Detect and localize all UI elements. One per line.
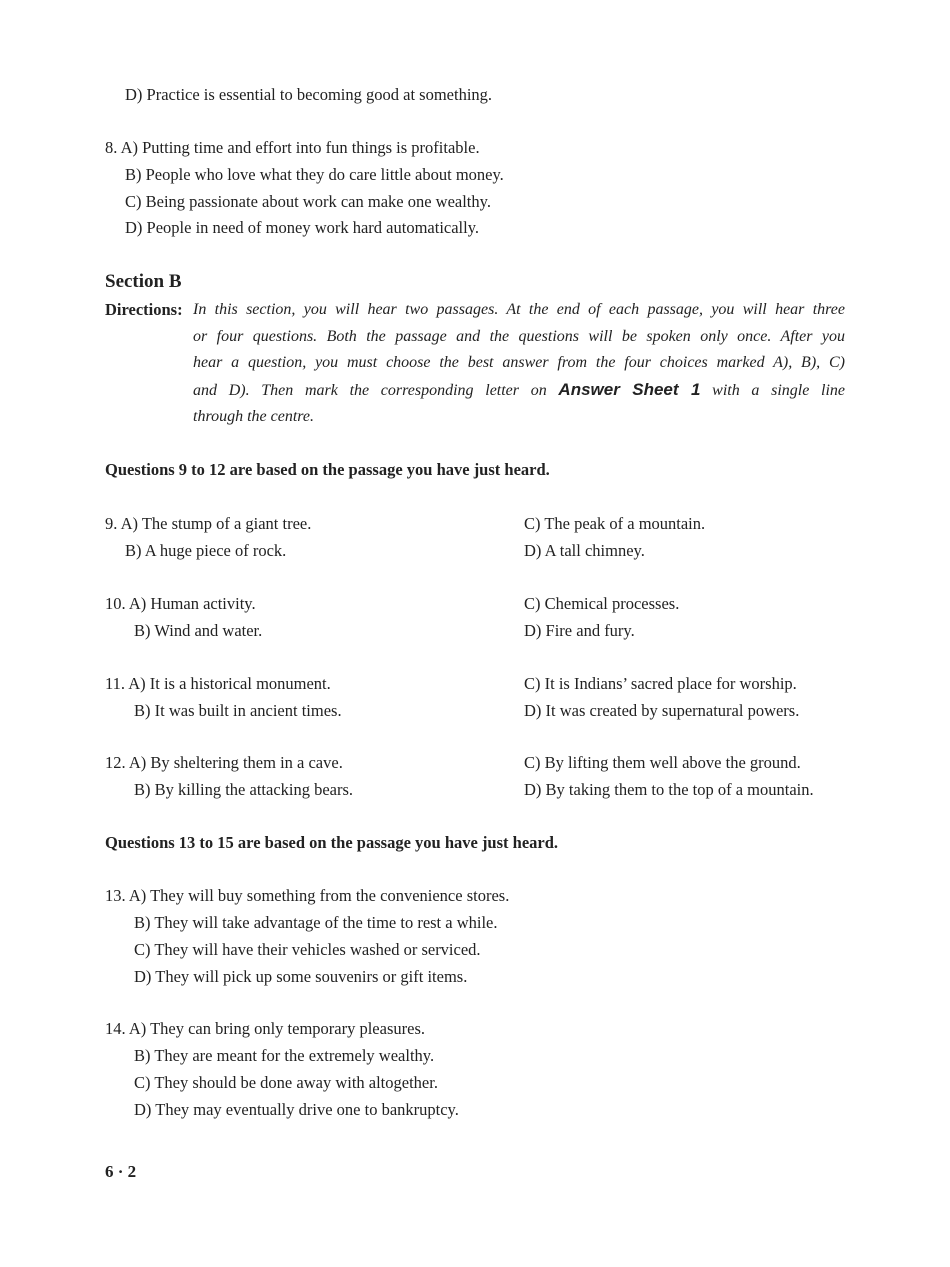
q9-option-d: D) A tall chimney. — [524, 541, 645, 560]
q8-option-b: B) People who love what they do care little about money. — [125, 165, 504, 184]
q10-option-b: B) Wind and water. — [134, 621, 263, 640]
q10-option-d: D) Fire and fury. — [524, 621, 635, 640]
directions-line-4: and D). Then mark the corresponding letter on Answer Sheet 1 with a single line — [193, 379, 846, 399]
section-b-title: Section B — [105, 271, 182, 292]
q12-option-d: D) By taking them to the top of a mountain. — [524, 780, 814, 799]
q7-option-d: D) Practice is essential to becoming good at something. — [125, 85, 493, 104]
q11-option-a: 11. A) It is a historical monument. — [105, 674, 331, 693]
q11-option-d: D) It was created by supernatural powers. — [524, 701, 800, 720]
q8-option-c: C) Being passionate about work can make one wealthy. — [125, 192, 491, 211]
group2-header: Questions 13 to 15 are based on the passage you have just heard. — [105, 833, 559, 852]
q12-option-a: 12. A) By sheltering them in a cave. — [105, 753, 343, 772]
q10-option-c: C) Chemical processes. — [524, 594, 680, 613]
q14-option-a: 14. A) They can bring only temporary pleasures. — [105, 1019, 425, 1038]
group1-header: Questions 9 to 12 are based on the passage you have just heard. — [105, 460, 550, 479]
q14-option-b: B) They are meant for the extremely wealthy. — [134, 1046, 435, 1065]
q9-option-a: 9. A) The stump of a giant tree. — [105, 514, 312, 533]
q13-option-d: D) They will pick up some souvenirs or gift items. — [134, 967, 468, 986]
directions-line-1: In this section, you will hear two passages. At the end of each passage, you will hear three — [193, 301, 845, 318]
q9-option-c: C) The peak of a mountain. — [524, 514, 706, 533]
q11-option-c: C) It is Indians’ sacred place for worship. — [524, 674, 797, 693]
q9-option-b: B) A huge piece of rock. — [125, 541, 287, 560]
q12-option-c: C) By lifting them well above the ground. — [524, 753, 801, 772]
q13-option-a: 13. A) They will buy something from the convenience stores. — [105, 886, 510, 905]
q10-option-a: 10. A) Human activity. — [105, 594, 256, 613]
q13-option-b: B) They will take advantage of the time to rest a while. — [134, 913, 498, 932]
directions-line-3: hear a question, you must choose the best answer from the four choices marked A), B), C) — [193, 354, 845, 372]
q8-option-a: 8. A) Putting time and effort into fun things is profitable. — [105, 138, 480, 157]
directions-line-2: or four questions. Both the passage and the questions will be spoken only once. After you — [193, 327, 845, 345]
directions-text — [193, 297, 845, 431]
directions-label: Directions: — [105, 300, 183, 319]
q8-option-d: D) People in need of money work hard automatically. — [125, 218, 480, 237]
directions-line-5: through the centre. — [193, 408, 315, 426]
answer-sheet-label: Answer Sheet 1 — [558, 379, 701, 399]
q11-option-b: B) It was built in ancient times. — [134, 701, 342, 720]
q12-option-b: B) By killing the attacking bears. — [134, 780, 354, 799]
q14-option-d: D) They may eventually drive one to bankruptcy. — [134, 1100, 459, 1119]
q14-option-c: C) They should be done away with altogether. — [134, 1073, 438, 1092]
q13-option-c: C) They will have their vehicles washed or serviced. — [134, 940, 481, 959]
page-number: 6 · 2 — [105, 1162, 137, 1181]
